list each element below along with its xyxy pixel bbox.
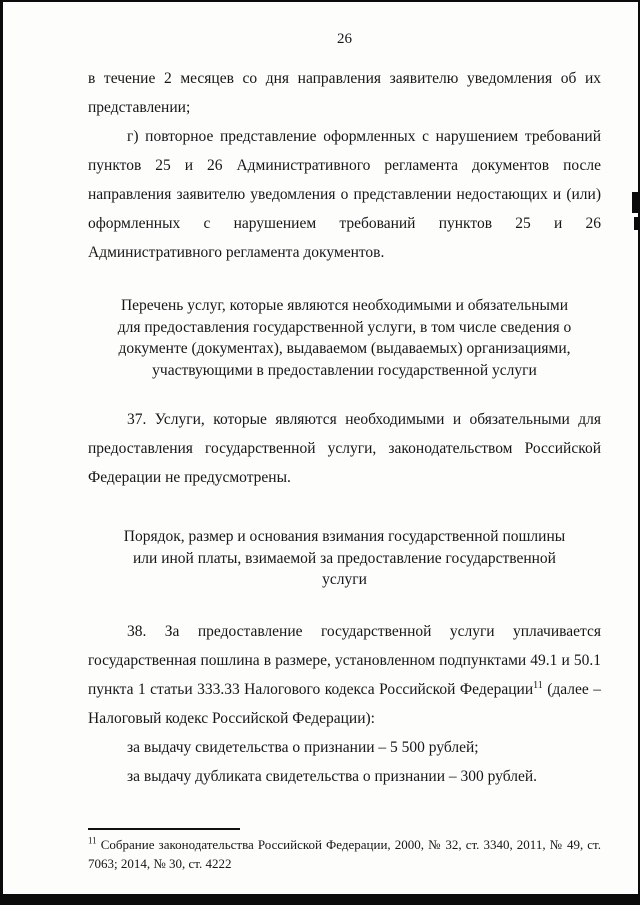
footnote-text (88, 836, 601, 873)
footnote-block (88, 828, 601, 873)
paragraph-38-tail: (далее – Налоговый кодекс Российской Федерации): (88, 680, 602, 727)
page-number: 26 (337, 31, 352, 47)
section-heading-services: Перечень услуг, которые являются необходимыми и обязательными для предоставления государственной услуги, в том числе сведения о документе (документах), выдаваемом (выдаваемых) организациями, участвующими в предоставлении государственной услуги (117, 297, 572, 379)
footnote-reference-mark: 11 (533, 679, 543, 691)
paragraph-37: 37. Услуги, которые являются необходимыми и обязательными для предоставления государственной услуги, законодательством Российской Федерации не предусмотрены. (88, 411, 601, 486)
footnote-separator (88, 828, 240, 830)
scan-edge-left (0, 0, 3, 905)
scan-mark-right-lower (634, 217, 640, 230)
paragraph-38 (88, 617, 601, 733)
footnote-number: 11 (88, 835, 97, 846)
footnote-citation: Собрание законодательства Российской Федерации, 2000, № 32, ст. 3340, 2011, № 49, ст. 7063; 2014, № 30, ст. 4222 (88, 837, 601, 871)
fee-line-duplicate: за выдачу дубликата свидетельства о признании – 300 рублей. (127, 767, 538, 785)
paragraph-continuation: в течение 2 месяцев со дня направления заявителю уведомления об их представлении; (88, 70, 601, 116)
paragraph-item-g: г) повторное представление оформленных с нарушением требований пунктов 25 и 26 Административного регламента документов после направления заявителю уведомления о представлении недостающих и (или) оформленных с нарушением требований пунктов 25 и 26 Административного регламента документов. (88, 128, 601, 261)
scan-mark-right-upper (632, 192, 640, 213)
fee-line-certificate: за выдачу свидетельства о признании – 5 500 рублей; (127, 738, 479, 756)
page-content (88, 0, 601, 791)
scan-edge-bottom (0, 894, 640, 905)
section-heading-fee: Порядок, размер и основания взимания государственной пошлины или иной платы, взимаемой за предоставление государственной услуги (123, 528, 566, 588)
paragraph-38-text: 38. За предоставление государственной услуги уплачивается государственная пошлина в размере, установленном подпунктами 49.1 и 50.1 пункта 1 статьи 333.33 Налогового кодекса Российской Федерации (88, 622, 601, 698)
